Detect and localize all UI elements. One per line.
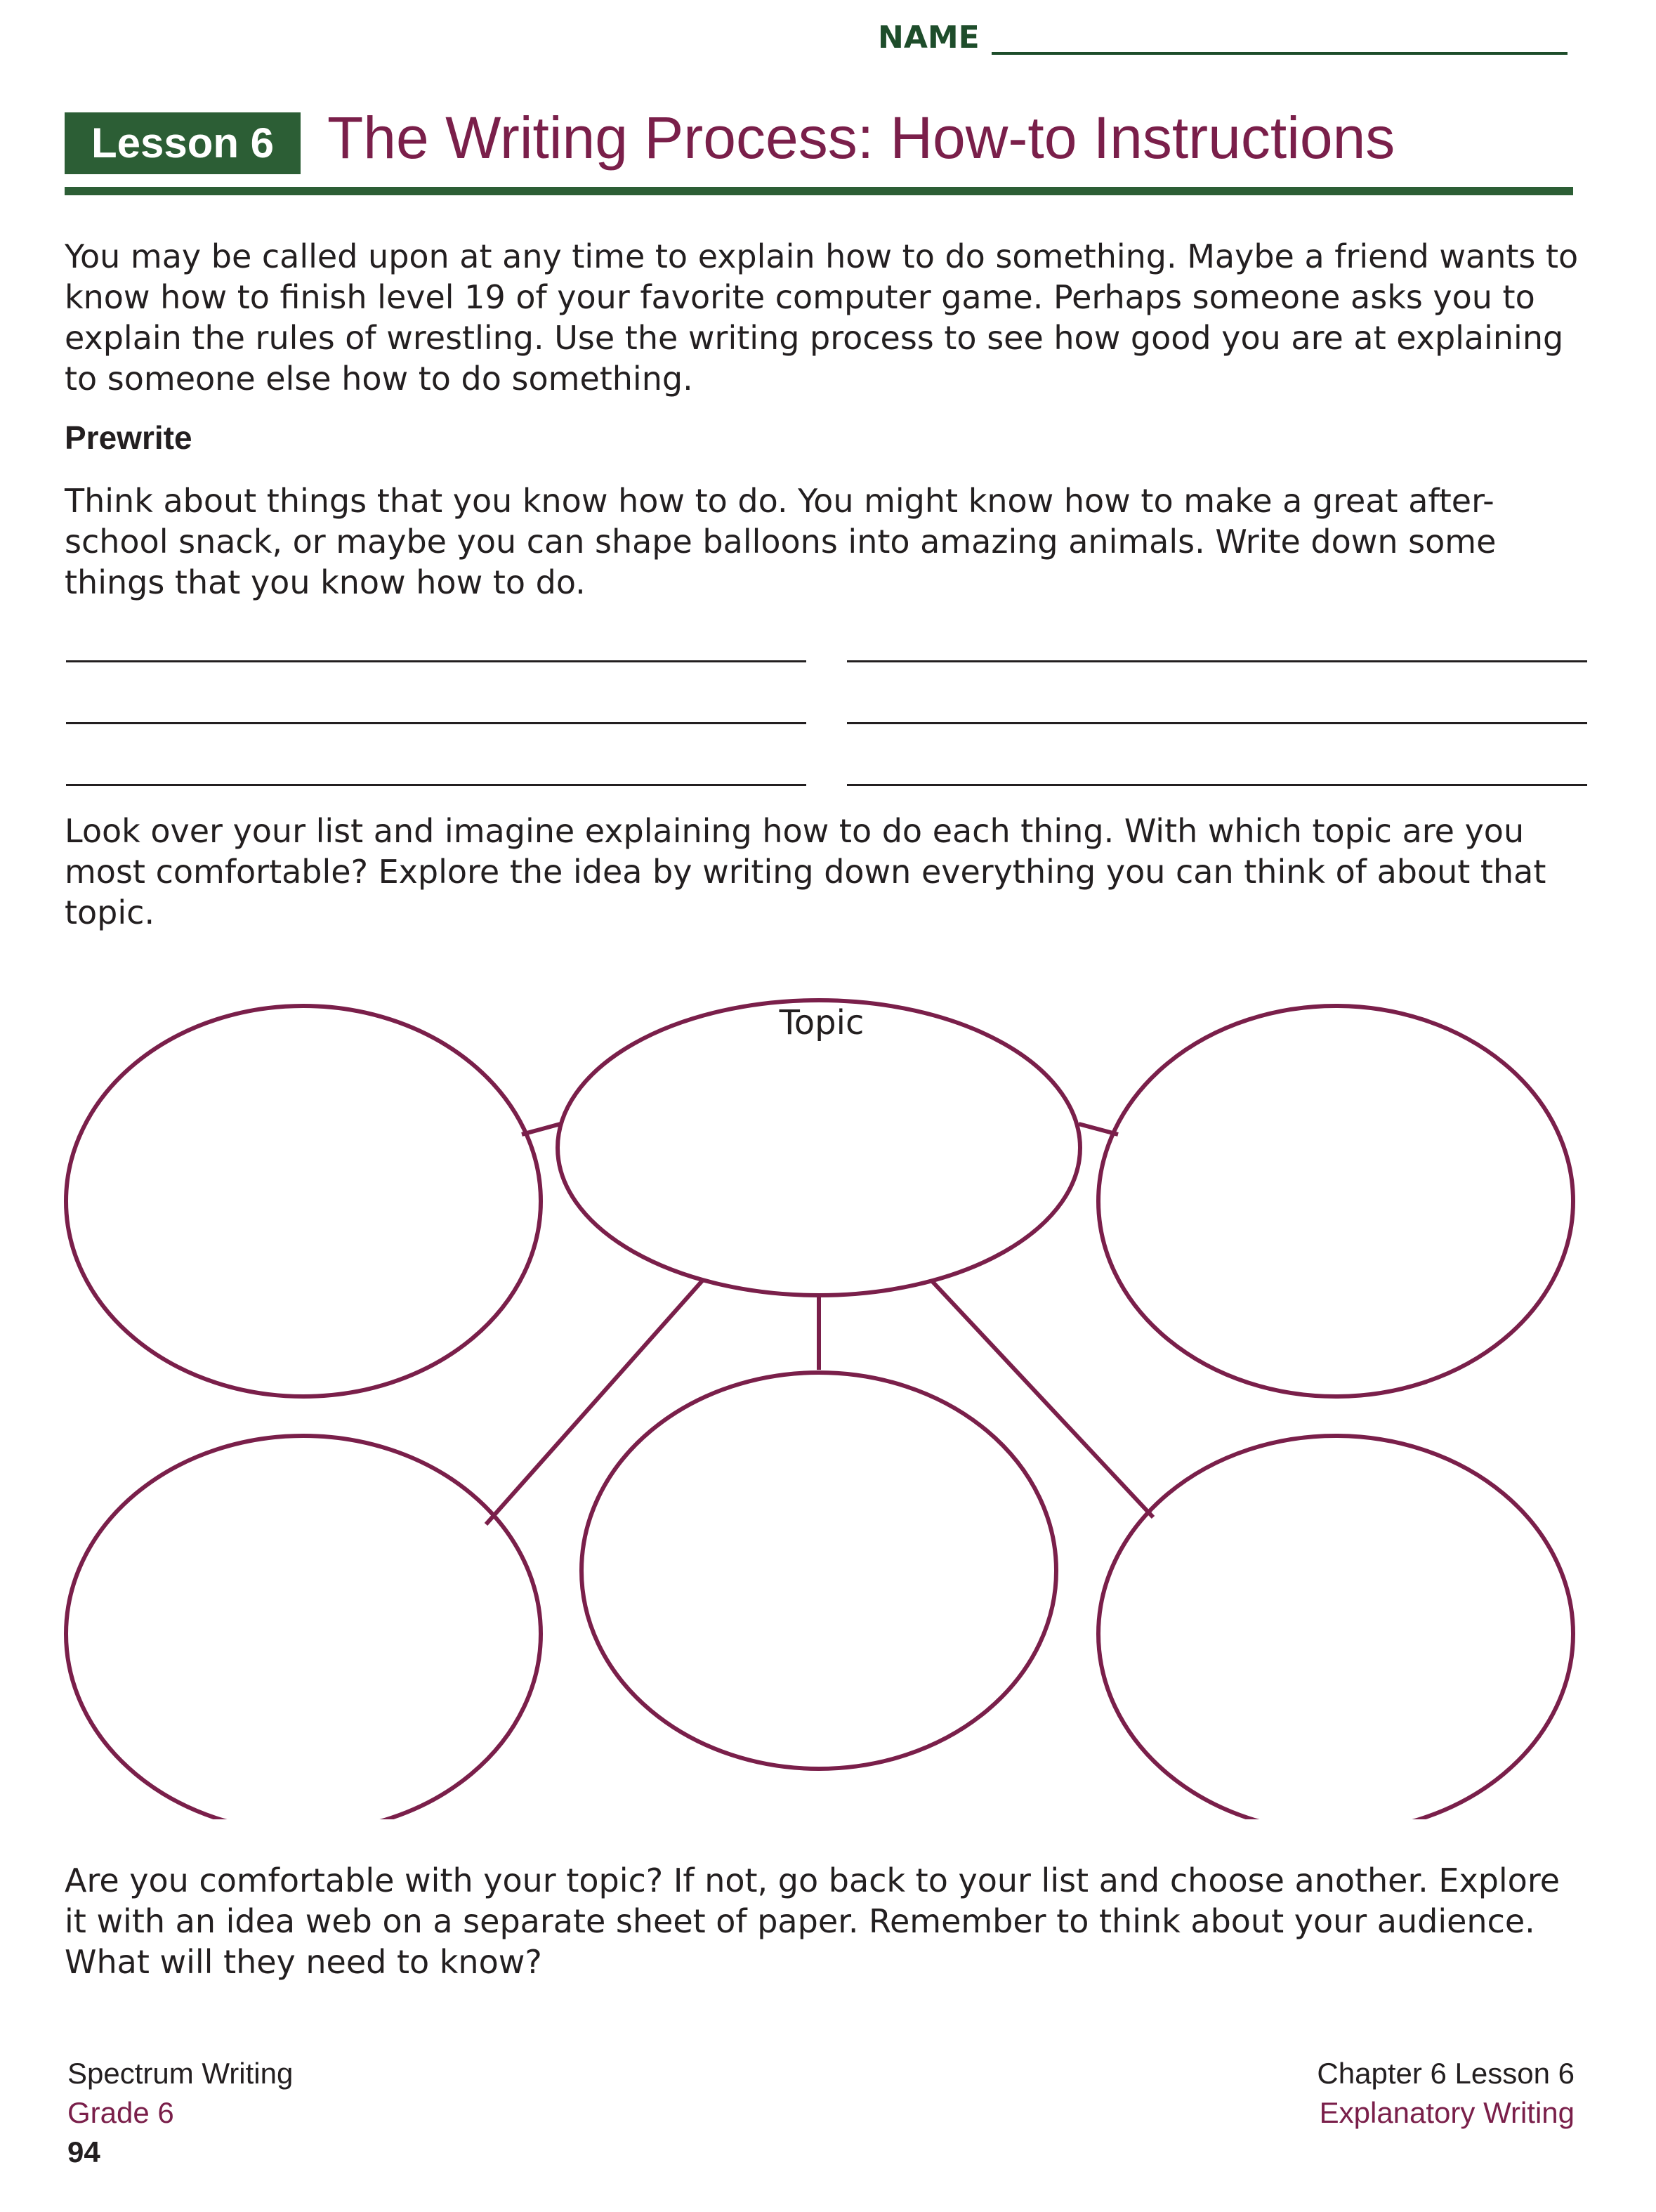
footer-grade: Grade 6 xyxy=(67,2096,174,2129)
intro-paragraph: You may be called upon at any time to explain how to do something. Maybe a friend wants to know how to finish level 19 of your favorite computer game. Perhaps someone asks you to explain the rules of wrestling. Use the writing process to see how good you are at explaining to someone else how to do something. xyxy=(65,237,1579,398)
topic-bubble[interactable] xyxy=(558,1000,1080,1295)
answer-line[interactable] xyxy=(847,784,1587,786)
answer-line[interactable] xyxy=(66,722,806,724)
idea-web xyxy=(42,955,1587,1819)
footer-chapter: Chapter 6 Lesson 6 xyxy=(1317,2057,1575,2090)
prewrite-heading: Prewrite xyxy=(65,419,192,456)
answer-line[interactable] xyxy=(66,660,806,662)
lesson-badge: Lesson 6 xyxy=(65,112,301,174)
answer-line[interactable] xyxy=(847,660,1587,662)
answer-line[interactable] xyxy=(847,722,1587,724)
page-title: The Writing Process: How-to Instructions xyxy=(327,105,1395,171)
connector-line xyxy=(486,1273,709,1524)
idea-bubble[interactable] xyxy=(581,1373,1056,1769)
idea-bubble[interactable] xyxy=(66,1006,541,1396)
topic-label: Topic xyxy=(779,1003,865,1042)
footer-series-title: Spectrum Writing xyxy=(67,2057,294,2090)
connector-line xyxy=(924,1273,1153,1517)
footer-right xyxy=(1317,2054,1575,2133)
idea-bubble[interactable] xyxy=(1098,1436,1573,1819)
prewrite-instructions: Think about things that you know how to do. You might know how to make a great after-school snack, or maybe you can shape balloons into amazing animals. Write down some things that you know how to do. xyxy=(65,482,1497,601)
idea-bubble[interactable] xyxy=(66,1436,541,1819)
answer-line[interactable] xyxy=(66,784,806,786)
footer-left xyxy=(67,2054,293,2172)
idea-bubble[interactable] xyxy=(1098,1006,1573,1396)
name-write-line[interactable] xyxy=(992,52,1568,55)
page-number: 94 xyxy=(67,2135,100,2168)
explore-paragraph: Look over your list and imagine explaining how to do each thing. With which topic are you most comfortable? Explore the idea by writing down everything you can think of about that topic. xyxy=(65,812,1546,931)
header-rule xyxy=(65,187,1573,195)
closing-paragraph: Are you comfortable with your topic? If not, go back to your list and choose another. Explore it with an idea web on a separate sheet of paper. Remember to think about your audience. What will they need to know? xyxy=(65,1861,1560,1981)
name-label: NAME xyxy=(878,20,980,55)
footer-subject: Explanatory Writing xyxy=(1319,2096,1575,2129)
